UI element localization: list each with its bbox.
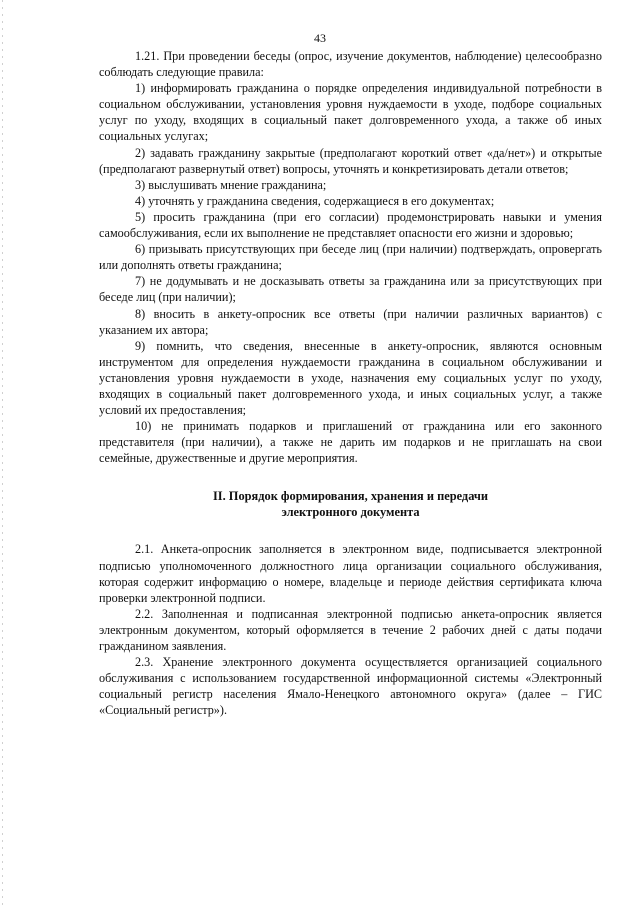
section-2-heading-line-1: II. Порядок формирования, хранения и передачи [212,489,489,504]
paragraph-1-21: 1.21. При проведении беседы (опрос, изучение документов, наблюдение) целесообразно соблюдать следующие правила: [99,49,602,80]
scan-edge-line [2,0,3,905]
section-2-heading [99,488,602,520]
paragraph-2-1: 2.1. Анкета-опросник заполняется в электронном виде, подписывается электронной подписью уполномоченного должностного лица организации социального обслуживания, которая содержит информацию о номере, владельце и периоде действия сертификата ключа проверки электронной подписи. [99,542,602,605]
paragraph-2-2: 2.2. Заполненная и подписанная электронной подписью анкета-опросник является электронным документом, который оформляется в течение 2 рабочих дней с даты подачи гражданином заявления. [99,606,602,653]
rule-6: 6) призывать присутствующих при беседе лиц (при наличии) подтверждать, опровергать или дополнять ответы гражданина; [99,242,602,273]
rule-9: 9) помнить, что сведения, внесенные в анкету-опросник, являются основным инструментом для определения нуждаемости гражданина в социальном обслуживании и установления уровня нуждаемости в уходе, назначения ему социальных услуг по уходу, входящих в социальный пакет долговременного ухода, и иных социальных услуг, а также условий их предоставления; [99,338,602,418]
rule-5: 5) просить гражданина (при его согласии) продемонстрировать навыки и умения самообслуживания, если их выполнение не представляет опасности его жизни и здоровью; [99,209,602,241]
rule-4: 4) уточнять у гражданина сведения, содержащиеся в его документах; [135,193,495,208]
rule-2: 2) задавать гражданину закрытые (предполагают короткий ответ «да/нет») и открытые (предполагают развернутый ответ) вопросы, уточнять и конкретизировать детали ответов; [99,145,602,176]
rule-8: 8) вносить в анкету-опросник все ответы (при наличии различных вариантов) с указанием их автора; [99,306,602,337]
document-body [99,48,602,718]
paragraph-2-3: 2.3. Хранение электронного документа осуществляется организацией социального обслуживания с использованием государственной информационной системы «Электронный социальный регистр населения Ямало-Ненецкого автономного округа» (далее – ГИС «Социальный регистр»). [99,655,602,718]
rule-10: 10) не принимать подарков и приглашений от гражданина или его законного представителя (при наличии), а также не дарить им подарков и не приглашать на свои семейные, дружественные и другие мероприятия. [99,419,602,466]
rule-3: 3) выслушивать мнение гражданина; [135,177,327,192]
section-2-heading-line-2: электронного документа [281,505,420,520]
rule-1: 1) информировать гражданина о порядке определения индивидуальной потребности в социальном обслуживании, установления уровня нуждаемости в уходе, подборе социальных услуг по уходу, входящих в социальный пакет долговременного ухода, а также об иных социальных услугах; [99,81,602,144]
rule-7: 7) не додумывать и не досказывать ответы за гражданина или за присутствующих при беседе лиц (при наличии); [99,274,602,305]
page-number: 43 [314,31,326,45]
